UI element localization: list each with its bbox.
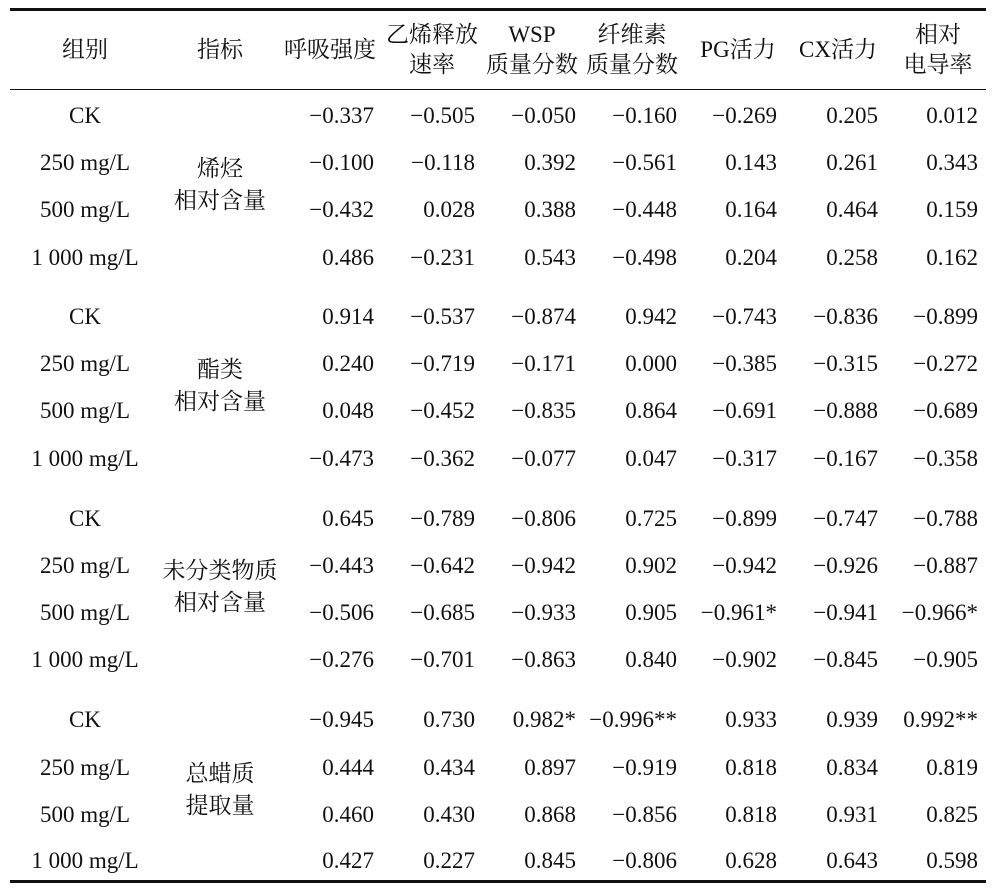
correlation-value: 0.825 — [926, 802, 978, 827]
group-label: 250 mg/L — [39, 351, 131, 376]
correlation-value: −0.941 — [813, 600, 878, 625]
correlation-value: −0.806 — [511, 506, 576, 531]
correlation-value: 0.205 — [826, 103, 878, 128]
column-header-line: 纤维素 — [597, 22, 667, 47]
correlation-value: −0.701 — [410, 647, 475, 672]
correlation-value: 0.227 — [423, 848, 475, 873]
column-header-line: 速率 — [409, 52, 455, 77]
correlation-value: −0.160 — [612, 103, 677, 128]
correlation-value: 0.427 — [322, 848, 374, 873]
indicator-label-line: 烯烃 — [197, 156, 243, 181]
correlation-value: −0.050 — [511, 103, 576, 128]
column-header-line: 质量分数 — [586, 52, 678, 77]
correlation-value: −0.077 — [511, 446, 576, 471]
correlation-value: 0.628 — [725, 848, 777, 873]
correlation-value: −0.272 — [913, 351, 978, 376]
correlation-value: −0.874 — [511, 304, 576, 329]
correlation-value: 0.992** — [903, 707, 978, 732]
correlation-value: −0.498 — [612, 245, 677, 270]
column-header — [484, 12, 580, 88]
correlation-value: −0.385 — [712, 351, 777, 376]
correlation-value: 0.343 — [926, 150, 978, 175]
correlation-value: 0.834 — [826, 755, 878, 780]
correlation-value: 0.905 — [625, 600, 677, 625]
correlation-value: 0.258 — [826, 245, 878, 270]
correlation-value: −0.118 — [411, 150, 475, 175]
correlation-value: 0.047 — [625, 446, 677, 471]
correlation-value: 0.164 — [725, 197, 777, 222]
correlation-value: −0.933 — [511, 600, 576, 625]
correlation-value: 0.434 — [423, 755, 475, 780]
correlation-value: 0.864 — [625, 398, 677, 423]
correlation-value: 0.840 — [625, 647, 677, 672]
correlation-value: −0.506 — [309, 600, 374, 625]
column-header — [158, 12, 282, 88]
correlation-value: −0.561 — [612, 150, 677, 175]
table-header-rule — [10, 89, 986, 90]
column-header — [20, 12, 150, 88]
correlation-value: −0.747 — [813, 506, 878, 531]
correlation-value: 0.464 — [826, 197, 878, 222]
correlation-value: 0.897 — [524, 755, 576, 780]
correlation-value: −0.806 — [612, 848, 677, 873]
correlation-value: −0.719 — [410, 351, 475, 376]
correlation-value: −0.231 — [410, 245, 475, 270]
column-header-text — [197, 35, 243, 65]
column-header-text — [904, 20, 973, 80]
correlation-value: 0.982* — [512, 707, 576, 732]
indicator-label — [158, 354, 282, 418]
column-header-line: 指标 — [197, 37, 243, 62]
column-header-line: PG活力 — [700, 37, 776, 62]
correlation-value: −0.919 — [612, 755, 677, 780]
column-header-line: 相对 — [915, 22, 961, 47]
correlation-value: −0.337 — [309, 103, 374, 128]
correlation-value: −0.100 — [309, 150, 374, 175]
correlation-value: 0.931 — [826, 802, 878, 827]
correlation-value: −0.856 — [612, 802, 677, 827]
correlation-value: −0.691 — [712, 398, 777, 423]
indicator-label-line: 提取量 — [185, 793, 255, 818]
correlation-value: 0.240 — [322, 351, 374, 376]
correlation-value: 0.845 — [524, 848, 576, 873]
correlation-value: 0.430 — [423, 802, 475, 827]
correlation-value: 0.392 — [524, 150, 576, 175]
group-label: 1 000 mg/L — [31, 446, 139, 471]
correlation-value: 0.000 — [625, 351, 677, 376]
group-label: 1 000 mg/L — [31, 848, 139, 873]
indicator-label — [158, 555, 282, 619]
column-header — [890, 12, 986, 88]
correlation-value: −0.505 — [410, 103, 475, 128]
group-label: CK — [69, 707, 101, 732]
correlation-value: 0.486 — [322, 245, 374, 270]
group-label: 500 mg/L — [39, 802, 131, 827]
correlation-value: −0.835 — [511, 398, 576, 423]
correlation-value: 0.730 — [423, 707, 475, 732]
correlation-value: −0.362 — [410, 446, 475, 471]
correlation-value: 0.028 — [423, 197, 475, 222]
correlation-value: −0.942 — [511, 553, 576, 578]
correlation-value: 0.143 — [725, 150, 777, 175]
column-header-text — [284, 35, 376, 65]
column-header-line: 电导率 — [903, 52, 973, 77]
correlation-value: 0.818 — [725, 802, 777, 827]
correlation-value: −0.863 — [511, 647, 576, 672]
correlation-value: 0.939 — [826, 707, 878, 732]
column-header-text — [486, 20, 578, 80]
correlation-value: −0.473 — [309, 446, 374, 471]
group-label: 250 mg/L — [39, 755, 131, 780]
correlation-value: −0.887 — [913, 553, 978, 578]
correlation-value: −0.685 — [410, 600, 475, 625]
group-label: 1 000 mg/L — [31, 647, 139, 672]
correlation-value: 0.933 — [725, 707, 777, 732]
correlation-value: 0.645 — [322, 506, 374, 531]
correlation-value: −0.942 — [712, 553, 777, 578]
group-label: 1 000 mg/L — [31, 245, 139, 270]
group-label: 500 mg/L — [39, 197, 131, 222]
column-header-line: WSP — [508, 22, 556, 47]
correlation-value: −0.642 — [410, 553, 475, 578]
column-header-line: 乙烯释放 — [386, 22, 478, 47]
correlation-value: −0.836 — [813, 304, 878, 329]
column-header — [790, 12, 886, 88]
correlation-value: 0.159 — [926, 197, 978, 222]
correlation-value: −0.945 — [309, 707, 374, 732]
correlation-value: 0.818 — [725, 755, 777, 780]
correlation-value: 0.868 — [524, 802, 576, 827]
correlation-value: 0.902 — [625, 553, 677, 578]
column-header — [584, 12, 680, 88]
correlation-value: 0.643 — [826, 848, 878, 873]
group-label: 250 mg/L — [39, 150, 131, 175]
correlation-value: −0.996** — [589, 707, 677, 732]
indicator-label-line: 酯类 — [197, 357, 243, 382]
correlation-value: −0.899 — [913, 304, 978, 329]
group-label: CK — [69, 506, 101, 531]
correlation-value: −0.432 — [309, 197, 374, 222]
column-header-line: 质量分数 — [486, 52, 578, 77]
correlation-value: 0.725 — [625, 506, 677, 531]
correlation-value: −0.317 — [712, 446, 777, 471]
column-header-text — [799, 35, 877, 65]
correlation-value: −0.269 — [712, 103, 777, 128]
correlation-value: −0.961* — [700, 600, 777, 625]
correlation-value: 0.162 — [926, 245, 978, 270]
correlation-value: −0.926 — [813, 553, 878, 578]
group-label: CK — [69, 103, 101, 128]
correlation-value: 0.598 — [926, 848, 978, 873]
correlation-value: 0.048 — [322, 398, 374, 423]
correlation-value: 0.819 — [926, 755, 978, 780]
indicator-label-line: 相对含量 — [174, 389, 266, 414]
column-header-line: 组别 — [62, 37, 108, 62]
correlation-value: −0.888 — [813, 398, 878, 423]
indicator-label-line: 未分类物质 — [162, 558, 278, 583]
correlation-value: −0.789 — [410, 506, 475, 531]
column-header-text — [586, 20, 678, 80]
correlation-value: −0.358 — [913, 446, 978, 471]
column-header-text — [62, 35, 108, 65]
group-label: 500 mg/L — [39, 398, 131, 423]
correlation-value: −0.448 — [612, 197, 677, 222]
correlation-value: 0.914 — [322, 304, 374, 329]
correlation-value: 0.460 — [322, 802, 374, 827]
column-header-text — [386, 20, 478, 80]
column-header-text — [700, 35, 775, 65]
correlation-value: −0.167 — [813, 446, 878, 471]
correlation-value: −0.443 — [309, 553, 374, 578]
group-label: 500 mg/L — [39, 600, 131, 625]
correlation-value: 0.444 — [322, 755, 374, 780]
correlation-value: −0.966* — [901, 600, 978, 625]
correlation-value: −0.452 — [410, 398, 475, 423]
correlation-value: 0.543 — [524, 245, 576, 270]
correlation-value: 0.261 — [826, 150, 878, 175]
indicator-label-line: 相对含量 — [174, 188, 266, 213]
correlation-value: 0.012 — [926, 103, 978, 128]
column-header — [282, 12, 378, 88]
column-header — [690, 12, 786, 88]
table-top-rule — [10, 8, 986, 11]
correlation-value: −0.276 — [309, 647, 374, 672]
column-header — [384, 12, 480, 88]
correlation-value: −0.902 — [712, 647, 777, 672]
correlation-value: −0.905 — [913, 647, 978, 672]
correlation-value: −0.743 — [712, 304, 777, 329]
correlation-value: 0.388 — [524, 197, 576, 222]
correlation-value: −0.537 — [410, 304, 475, 329]
correlation-value: 0.942 — [625, 304, 677, 329]
correlation-value: 0.204 — [725, 245, 777, 270]
correlation-value: −0.899 — [712, 506, 777, 531]
column-header-line: CX活力 — [799, 37, 877, 62]
indicator-label — [158, 153, 282, 217]
indicator-label-line: 相对含量 — [174, 590, 266, 615]
correlation-value: −0.315 — [813, 351, 878, 376]
indicator-label-line: 总蜡质 — [185, 761, 255, 786]
correlation-value: −0.788 — [913, 506, 978, 531]
group-label: 250 mg/L — [39, 553, 131, 578]
column-header-line: 呼吸强度 — [284, 37, 376, 62]
indicator-label — [158, 758, 282, 822]
correlation-value: −0.171 — [511, 351, 576, 376]
correlation-value: −0.689 — [913, 398, 978, 423]
group-label: CK — [69, 304, 101, 329]
correlation-value: −0.845 — [813, 647, 878, 672]
